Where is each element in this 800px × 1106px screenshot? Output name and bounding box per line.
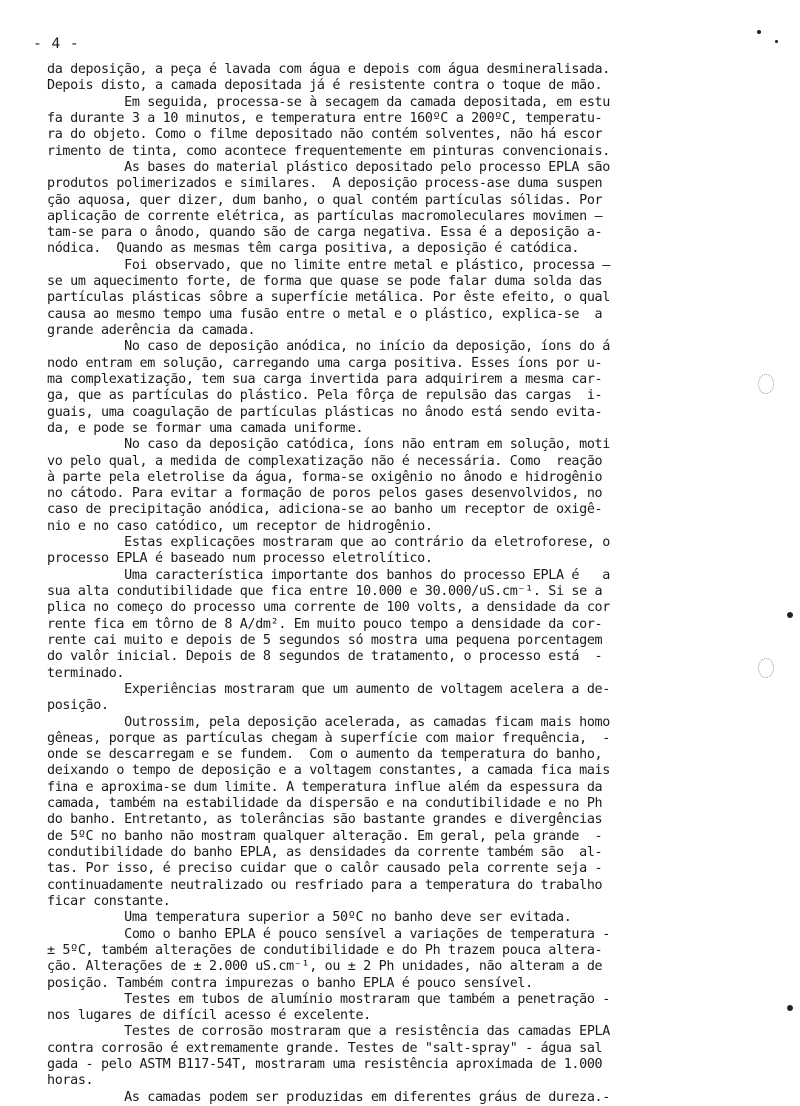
text-line: fa durante 3 a 10 minutos, e temperatura entre 160ºC a 200ºC, temperatu-: [47, 110, 603, 126]
text-line: Uma temperatura superior a 50ºC no banho deve ser evitada.: [47, 910, 572, 926]
text-line: vo pelo qual, a medida de complexatização não é necessária. Como reação: [47, 453, 603, 469]
text-line: terminado.: [47, 665, 125, 681]
text-line: Outrossim, pela deposição acelerada, as camadas ficam mais homo: [47, 714, 610, 730]
text-line: ma complexatização, tem sua carga invertida para adquirirem a mesma car-: [47, 371, 603, 387]
text-line: produtos polimerizados e similares. A deposição process-ase duma suspen: [47, 176, 603, 192]
text-line: grande aderência da camada.: [47, 323, 256, 338]
text-line: aplicação de corrente elétrica, as partículas macromoleculares movimen —: [47, 208, 603, 224]
punch-hole-mark: [758, 658, 774, 678]
text-line: Em seguida, processa-se à secagem da camada depositada, em estu: [47, 94, 610, 110]
text-line: deixando o tempo de deposição e a voltagem constantes, a camada fica mais: [47, 763, 610, 779]
text-line: plica no começo do processo uma corrente de 100 volts, a densidade da cor: [47, 600, 610, 616]
text-line: Experiências mostraram que um aumento de voltagem acelera a de-: [47, 681, 610, 697]
scan-speck: [787, 1005, 793, 1011]
text-line: guais, uma coagulação de partículas plásticas no ânodo está sendo evita-: [47, 404, 603, 420]
text-line: onde se descarregam e se fundem. Com o aumento da temperatura do banho,: [47, 747, 603, 763]
text-line: tas. Por isso, é preciso cuidar que o calôr causado pela corrente seja -: [47, 861, 603, 877]
text-line: tam-se para o ânodo, quando são de carga negativa. Essa é a deposição a-: [47, 225, 603, 241]
punch-hole-mark: [758, 374, 774, 394]
text-line: ficar constante.: [47, 893, 171, 909]
text-line: Depois disto, a camada depositada já é resistente contra o toque de mão.: [47, 78, 603, 94]
scan-speck: [787, 612, 793, 618]
text-line: Uma característica importante dos banhos do processo EPLA é a: [47, 567, 610, 583]
text-line: No caso da deposição catódica, íons não entram em solução, moti: [47, 437, 610, 453]
text-line: nodo entram em solução, carregando uma carga positiva. Êsses íons por u-: [47, 355, 603, 371]
text-line: Como o banho EPLA é pouco sensível a variações de temperatura -: [47, 926, 610, 942]
text-line: rimento de tinta, como acontece frequentemente em pinturas convencionais.: [47, 143, 610, 159]
scan-speck: [775, 40, 778, 43]
text-line: Testes de corrosão mostraram que a resistência das camadas EPLA: [47, 1024, 610, 1040]
text-line: continuadamente neutralizado ou resfriado para a temperatura do trabalho: [47, 877, 603, 893]
text-line: caso de precipitação anódica, adiciona-se ao banho um receptor de oxigê-: [47, 502, 603, 518]
text-line: do valôr inicial. Depois de 8 segundos de tratamento, o processo está -: [47, 649, 603, 665]
text-line: nio e no caso catódico, um receptor de hidrogênio.: [47, 518, 433, 534]
text-line: ra do objeto. Como o filme depositado não contém solventes, não há escor: [47, 127, 603, 143]
text-line: causa ao mesmo tempo uma fusão entre o metal e o plástico, explica-se a: [47, 306, 603, 322]
text-line: horas.: [47, 1073, 94, 1089]
text-line: Testes em tubos de alumínio mostraram que também a penetração -: [47, 991, 610, 1007]
document-body: [47, 62, 767, 1106]
text-line: rente cai muito e depois de 5 segundos só mostra uma pequena porcentagem: [47, 632, 603, 648]
text-line: rente fica em tôrno de 8 A/dm². Em muito pouco tempo a densidade da cor-: [47, 616, 603, 632]
text-line: posição.: [47, 698, 109, 714]
text-line: camada, também na estabilidade da dispersão e na condutibilidade e no Ph: [47, 796, 603, 812]
text-line: sua alta condutibilidade que fica entre 10.000 e 30.000/uS.cm⁻¹. Si se a: [47, 584, 603, 599]
text-line: ção. Alterações de ± 2.000 uS.cm⁻¹, ou ± 2 Ph unidades, não alteram a de: [47, 959, 603, 975]
text-line: nódica. Quando as mesmas têm carga positiva, a deposição é catódica.: [47, 241, 580, 257]
text-line: se um aquecimento forte, de forma que quase se pode falar duma solda das: [47, 274, 603, 290]
text-line: ção aquosa, quer dizer, dum banho, o qual contém partículas sólidas. Por: [47, 192, 603, 208]
text-line: no cátodo. Para evitar a formação de poros pelos gases desenvolvidos, no: [47, 486, 603, 502]
text-line: gêneas, porque as partículas chegam à superfície com maior frequência, -: [47, 730, 610, 746]
text-line: à parte pela eletrolise da água, forma-se oxigênio no ânodo e hidrogênio: [47, 469, 603, 485]
text-line: de 5ºC no banho não mostram qualquer alteração. Em geral, pela grande -: [47, 828, 603, 844]
text-line: ± 5ºC, também alterações de condutibilidade e do Ph trazem pouca altera-: [47, 942, 603, 958]
text-line: fina e aproxima-se dum limite. A temperatura influe além da espessura da: [47, 779, 603, 795]
text-line: No caso de deposição anódica, no início da deposição, íons do á: [47, 339, 610, 355]
text-line: Estas explicações mostraram que ao contrário da eletroforese, o: [47, 535, 610, 551]
text-line: contra corrosão é extremamente grande. Testes de "salt-spray" - água sal: [47, 1040, 603, 1056]
text-line: As camadas podem ser produzidas em diferentes gráus de dureza.-: [47, 1089, 610, 1105]
text-line: As bases do material plástico depositado pelo processo EPLA são: [47, 159, 610, 175]
text-line: condutibilidade do banho EPLA, as densidades da corrente também são al-: [47, 845, 603, 860]
text-line: da, e pode se formar uma camada uniforme.: [47, 420, 364, 436]
text-line: nos lugares de difícil acesso é excelente.: [47, 1008, 371, 1024]
text-line: ga, que as partículas do plástico. Pela fôrça de repulsão das cargas i-: [47, 388, 603, 404]
text-line: da deposição, a peça é lavada com água e depois com água desmineralisada.: [47, 62, 610, 77]
scan-speck: [757, 30, 761, 34]
text-line: posição. Também contra impurezas o banho EPLA é pouco sensível.: [47, 975, 533, 991]
text-line: processo EPLA é baseado num processo eletrolítico.: [47, 551, 433, 567]
text-line: gada - pelo ASTM B117-54T, mostraram uma resistência aproximada de 1.000: [47, 1057, 603, 1073]
text-line: do banho. Entretanto, as tolerâncias são bastante grandes e divergências: [47, 812, 603, 828]
text-line: partículas plásticas sôbre a superfície metálica. Por êste efeito, o qual: [47, 290, 610, 306]
page-number: - 4 -: [33, 36, 80, 52]
text-line: Foi observado, que no limite entre metal e plástico, processa —: [47, 257, 610, 273]
